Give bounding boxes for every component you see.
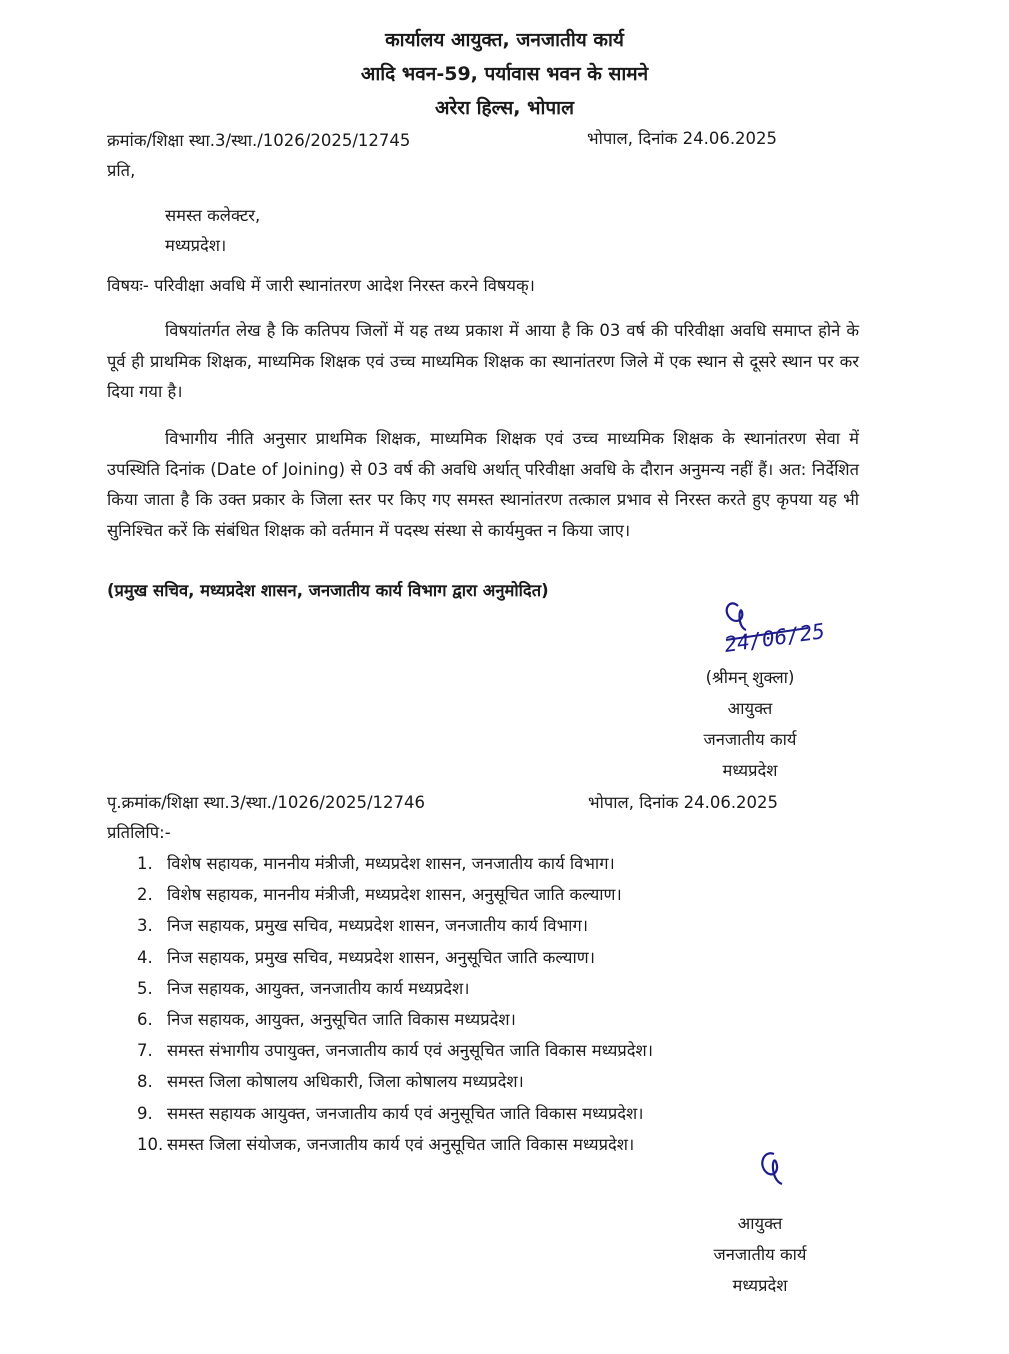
list-text: निज सहायक, प्रमुख सचिव, मध्यप्रदेश शासन, अनुसूचित जाति कल्याण। xyxy=(167,947,595,967)
place-date: भोपाल, दिनांक 24.06.2025 xyxy=(587,129,778,148)
approval-note: (प्रमुख सचिव, मध्यप्रदेश शासन, जनजातीय कार्य विभाग द्वारा अनुमोदित) xyxy=(107,581,549,600)
list-text: निज सहायक, आयुक्त, जनजातीय कार्य मध्यप्रदेश। xyxy=(167,978,470,998)
list-text: विशेष सहायक, माननीय मंत्रीजी, मध्यप्रदेश शासन, अनुसूचित जाति कल्याण। xyxy=(167,885,622,905)
list-text: समस्त जिला कोषालय अधिकारी, जिला कोषालय मध्यप्रदेश। xyxy=(167,1072,524,1092)
list-text: समस्त जिला संयोजक, जनजातीय कार्य एवं अनुसूचित जाति विकास मध्यप्रदेश। xyxy=(167,1134,635,1154)
office-name: कार्यालय आयुक्त, जनजातीय कार्य xyxy=(385,29,624,51)
signature-date: 24/06/25 xyxy=(722,619,827,657)
list-number: 7. xyxy=(137,1041,153,1061)
list-number: 4. xyxy=(137,947,153,967)
list-text: समस्त संभागीय उपायुक्त, जनजातीय कार्य एवं अनुसूचित जाति विकास मध्यप्रदेश। xyxy=(167,1041,654,1061)
copy-recipient-item xyxy=(137,973,653,1004)
copy-recipient-item xyxy=(137,942,653,973)
copy-recipient-item xyxy=(137,1066,653,1097)
list-text: विशेष सहायक, माननीय मंत्रीजी, मध्यप्रदेश शासन, जनजातीय कार्य विभाग। xyxy=(167,854,615,873)
signatory-name: (श्रीमन् शुक्ला) xyxy=(705,668,795,687)
copy-recipient-item xyxy=(137,1129,653,1160)
signatory-state-2: मध्यप्रदेश xyxy=(732,1276,788,1295)
office-city: अरेरा हिल्स, भोपाल xyxy=(435,97,574,119)
addressee-line2: मध्यप्रदेश। xyxy=(165,236,227,255)
copy-recipient-list xyxy=(137,848,653,1160)
list-number: 3. xyxy=(137,916,153,936)
body-paragraph-1: विषयांतर्गत लेख है कि कतिपय जिलों में यह तथ्य प्रकाश में आया है कि 03 वर्ष की परिवीक्षा अवधि समाप्त होने के पूर्व ही प्राथमिक शिक्षक, माध्यमिक शिक्षक एवं उच्च माध्यमिक शिक्षक का स्थानांतरण जिले में एक स्थान से दूसरे स्थान पर कर दिया गया है। xyxy=(107,321,859,401)
copy-to-label: प्रतिलिपि:- xyxy=(107,823,171,842)
signatory-designation-2: आयुक्त xyxy=(737,1214,783,1233)
signatory-department-2: जनजातीय कार्य xyxy=(713,1245,807,1264)
list-text: समस्त सहायक आयुक्त, जनजातीय कार्य एवं अनुसूचित जाति विकास मध्यप्रदेश। xyxy=(167,1103,644,1123)
list-number: 6. xyxy=(137,1009,153,1029)
copy-recipient-item xyxy=(137,1004,653,1035)
list-number: 8. xyxy=(137,1072,153,1092)
office-address: आदि भवन-59, पर्यावास भवन के सामने xyxy=(360,63,649,85)
signature-block-1 xyxy=(670,662,830,786)
body-paragraph-2: विभागीय नीति अनुसार प्राथमिक शिक्षक, माध्यमिक शिक्षक एवं उच्च माध्यमिक शिक्षक के स्थानांतरण सेवा में उपस्थिति दिनांक (Date of Joining) से 03 वर्ष की अवधि अर्थात् परिवीक्षा अवधि के दौरान अनुमन्य नहीं हैं। अत: निर्देशित किया जाता है कि उक्त प्रकार के जिला स्तर पर किए गए समस्त स्थानांतरण तत्काल प्रभाव से निरस्त करते हुए कृपया यह भी सुनिश्चित करें कि संबंधित शिक्षक को वर्तमान में पदस्थ संस्था से कार्यमुक्त न किया जाए। xyxy=(107,429,859,540)
list-number: 9. xyxy=(137,1103,153,1123)
list-number: 2. xyxy=(137,885,153,905)
endorsement-reference-number: पृ.क्रमांक/शिक्षा स्था.3/स्था./1026/2025/12746 xyxy=(107,793,426,812)
list-text: निज सहायक, प्रमुख सचिव, मध्यप्रदेश शासन, जनजातीय कार्य विभाग। xyxy=(167,916,588,936)
list-text: निज सहायक, आयुक्त, अनुसूचित जाति विकास मध्यप्रदेश। xyxy=(167,1009,516,1029)
handwritten-initials-2 xyxy=(752,1150,792,1195)
signature-block-2 xyxy=(690,1208,830,1301)
copy-recipient-item xyxy=(137,848,653,879)
list-number: 5. xyxy=(137,978,153,998)
subject-line: विषयः- परिवीक्षा अवधि में जारी स्थानांतरण आदेश निरस्त करने विषयक्। xyxy=(107,276,535,295)
copy-recipient-item xyxy=(137,879,653,910)
signatory-department: जनजातीय कार्य xyxy=(703,730,797,749)
list-number: 10. xyxy=(137,1134,164,1154)
endorsement-place-date: भोपाल, दिनांक 24.06.2025 xyxy=(588,793,779,812)
list-number: 1. xyxy=(137,854,153,873)
reference-number: क्रमांक/शिक्षा स्था.3/स्था./1026/2025/12745 xyxy=(107,131,411,150)
to-label: प्रति, xyxy=(107,161,136,180)
copy-recipient-item xyxy=(137,1035,653,1066)
signatory-designation: आयुक्त xyxy=(727,699,773,718)
copy-recipient-item xyxy=(137,1098,653,1129)
copy-recipient-item xyxy=(137,910,653,941)
signatory-state: मध्यप्रदेश xyxy=(722,761,778,780)
addressee-line1: समस्त कलेक्टर, xyxy=(165,206,261,225)
